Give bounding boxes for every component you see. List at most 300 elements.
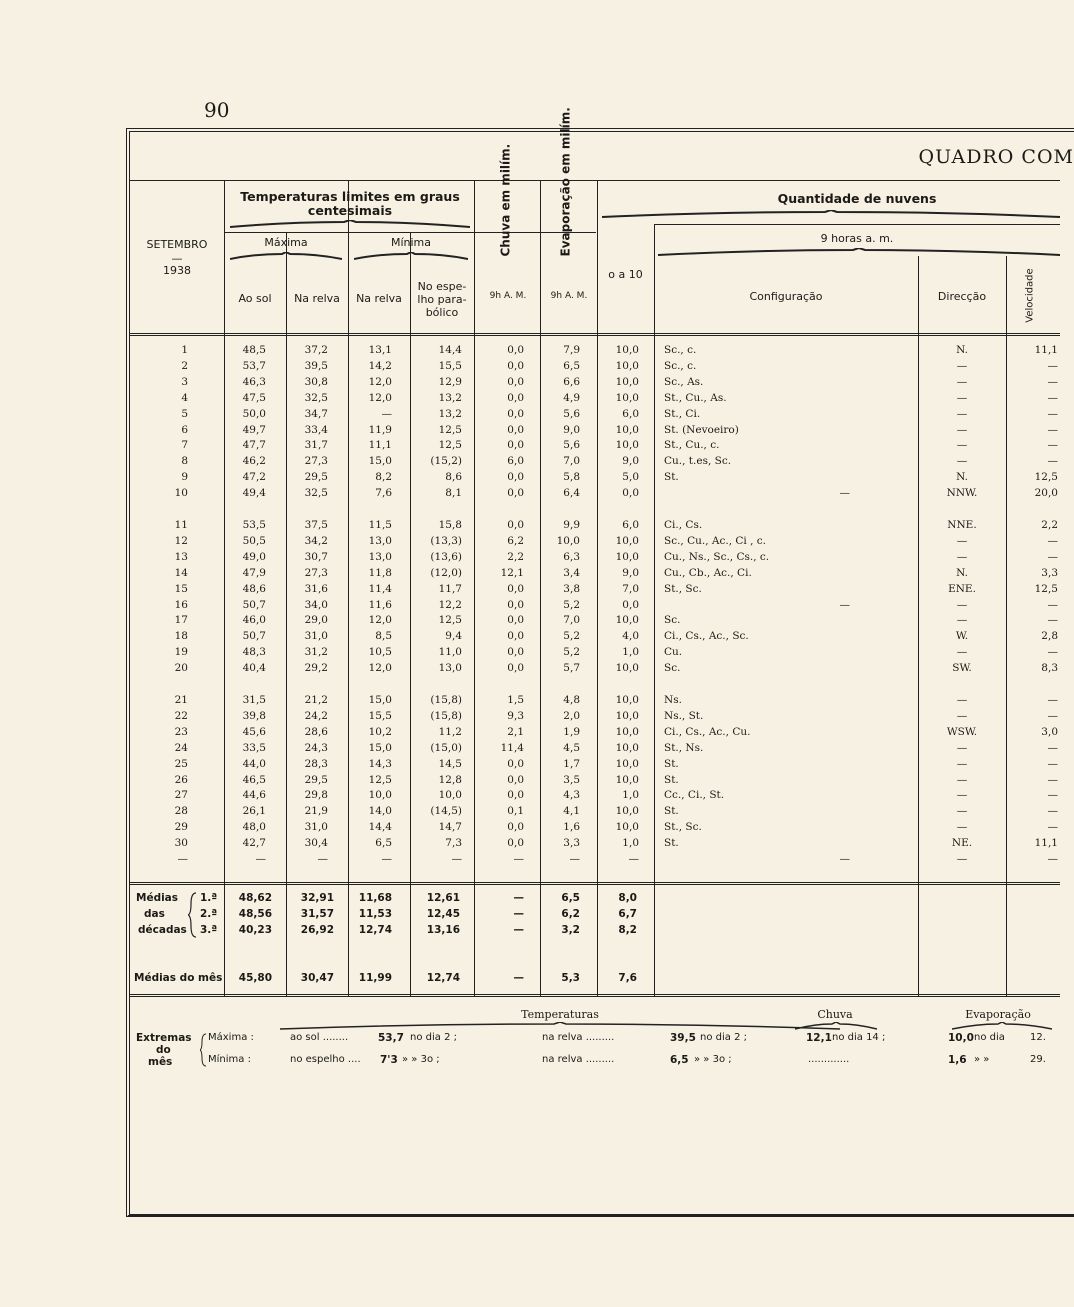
cell-ev: —	[569, 853, 580, 865]
cell-ev: 3,3	[563, 837, 580, 850]
cell-ev: 4,9	[563, 391, 580, 404]
cell-rm: 27,3	[304, 566, 328, 579]
decada-rm: 32,91	[300, 892, 334, 904]
cell-ch: 0,0	[507, 344, 524, 356]
cell-cf: Sc., c.	[664, 344, 697, 356]
medias-mes-ch: —	[513, 972, 524, 984]
cell-s: 53,7	[242, 359, 266, 372]
ext-max-sol-val: 53,7	[378, 1032, 404, 1044]
cell-rm: 24,3	[304, 741, 328, 754]
cell-n: 1,0	[622, 646, 639, 659]
cell-d: 13	[174, 550, 188, 563]
cell-s: 47,2	[242, 471, 266, 484]
cell-ch: 9,3	[507, 709, 524, 722]
cell-cf: St.	[664, 471, 679, 484]
cell-s: 48,3	[242, 646, 266, 659]
cell-rm: 31,6	[304, 582, 328, 595]
cell-v: 3,0	[1041, 725, 1058, 738]
cell-d: 5	[181, 407, 188, 420]
ext-label-1: Extremas	[136, 1032, 192, 1044]
cell-dr: —	[956, 757, 968, 770]
cell-dr: WSW.	[946, 725, 978, 738]
ext-max-relva-val: 39,5	[670, 1032, 696, 1044]
header-top-line	[130, 180, 1060, 181]
cell-v: —	[1047, 805, 1058, 818]
cell-cf: Sc.	[664, 662, 681, 675]
cell-n: 10,0	[615, 375, 639, 388]
cell-s: 39,8	[242, 709, 266, 722]
cell-ch: 0,0	[507, 471, 524, 484]
cell-v: —	[1047, 853, 1058, 865]
cell-v: —	[1047, 741, 1058, 754]
cell-rm: 29,5	[304, 471, 328, 484]
cell-dr: SW.	[952, 662, 972, 675]
cell-ev: 5,6	[563, 407, 580, 420]
cell-rn: 13,0	[368, 550, 392, 563]
cell-cf: Sc.	[664, 614, 681, 627]
cell-s: 26,1	[242, 805, 266, 818]
cell-rn: 10,2	[368, 725, 392, 738]
brace	[280, 1022, 840, 1028]
ao-sol-header: Ao sol	[238, 292, 272, 305]
ext-max-evap-val: 10,0	[948, 1032, 974, 1044]
cell-ev: 6,3	[563, 550, 580, 563]
cell-ch: 0,0	[507, 773, 524, 786]
cell-n: 6,0	[622, 519, 639, 531]
cell-d: 17	[174, 614, 188, 627]
cell-rm: 30,8	[304, 375, 328, 388]
cell-d: 16	[174, 598, 188, 611]
cell-ch: 11,4	[500, 741, 524, 754]
cell-n: 10,0	[615, 757, 639, 770]
cell-n: 10,0	[615, 709, 639, 722]
cell-ev: 3,8	[563, 582, 580, 595]
cell-e: 11,2	[438, 725, 462, 738]
extremas-top-line	[130, 994, 1060, 997]
chuva-header: Chuva em milím.	[498, 143, 513, 257]
quadro-title: QUADRO COM	[918, 146, 1074, 168]
cell-rm: 34,0	[304, 598, 328, 611]
medias-label-1: Médias	[136, 892, 179, 904]
ext-max-sol: ao sol ........	[290, 1032, 349, 1043]
cell-ev: 1,6	[563, 821, 580, 834]
cell-n: 1,0	[622, 789, 639, 802]
cell-e: 14,5	[438, 757, 462, 770]
cell-n: 10,0	[615, 550, 639, 563]
cell-cf: St., Ci.	[664, 407, 701, 420]
cell-dr: NE.	[951, 837, 973, 850]
cell-rm: 32,5	[304, 391, 328, 404]
brace	[795, 1022, 877, 1028]
cell-rm: 32,5	[304, 487, 328, 500]
cell-s: —	[255, 853, 266, 865]
cell-cf: St., Cu., c.	[664, 439, 720, 452]
cell-v: —	[1047, 694, 1058, 706]
cell-cf: Ns., St.	[664, 709, 704, 722]
cell-s: 53,5	[242, 519, 266, 531]
cell-cf: Ci., Cs., Ac., Sc.	[664, 630, 749, 643]
medias-mes-rm: 30,47	[300, 972, 334, 984]
cell-rm: 29,5	[304, 773, 328, 786]
cell-e: 14,7	[438, 821, 462, 834]
cell-cf: St., Sc.	[664, 821, 702, 834]
cell-n: 4,0	[622, 630, 639, 643]
cell-d: 24	[174, 741, 188, 754]
decada-ev: 6,2	[561, 908, 580, 920]
ext-chuva-label: Chuva	[817, 1008, 853, 1021]
cell-ch: 0,0	[507, 821, 524, 834]
cell-d: 1	[181, 344, 188, 356]
brace	[230, 252, 342, 258]
cell-ev: 5,7	[563, 662, 580, 675]
setembro-dash: —	[171, 252, 183, 265]
cell-d: 26	[174, 773, 188, 786]
cell-ch: 0,0	[507, 582, 524, 595]
cell-n: 10,0	[615, 694, 639, 706]
cell-rm: 31,0	[304, 821, 328, 834]
cell-rm: 24,2	[304, 709, 328, 722]
cell-v: —	[1047, 821, 1058, 834]
cell-rm: 21,9	[304, 805, 328, 818]
cell-e: (15,2)	[430, 455, 462, 468]
cell-d: 6	[181, 423, 188, 436]
cell-cf: Cu.	[664, 646, 683, 659]
brace	[952, 1022, 1052, 1028]
cell-dr: —	[956, 853, 968, 865]
cell-dr: NNE.	[947, 519, 977, 531]
cell-n: 10,0	[615, 359, 639, 372]
cell-d: 19	[174, 646, 188, 659]
maxima-header: Máxima	[264, 236, 308, 249]
cell-rn: 13,0	[368, 534, 392, 547]
brace	[658, 248, 1060, 254]
cell-dr: —	[956, 598, 968, 611]
decada-s: 48,62	[238, 892, 272, 904]
cell-dr: —	[956, 694, 968, 706]
cell-rn: 12,0	[368, 391, 392, 404]
ext-brace	[200, 1033, 208, 1067]
o-a-10-header: o a 10	[608, 268, 643, 281]
cell-dr: —	[956, 423, 968, 436]
cell-e: (12,0)	[430, 566, 462, 579]
cell-s: 49,0	[242, 550, 266, 563]
cell-n: 10,0	[615, 534, 639, 547]
cell-d: 23	[174, 725, 188, 738]
cell-v: —	[1047, 646, 1058, 659]
cell-ev: 2,0	[563, 709, 580, 722]
cell-ch: 6,0	[507, 455, 524, 468]
cell-d: 7	[181, 439, 188, 452]
cell-rm: 34,7	[304, 407, 328, 420]
brace	[602, 210, 1060, 216]
cell-s: 47,9	[242, 566, 266, 579]
decada-k: 3.ª	[200, 924, 218, 936]
nove-horas-header: 9 horas a. m.	[820, 232, 894, 245]
year-label: 1938	[163, 264, 191, 277]
ext-min-chuva: .............	[808, 1054, 850, 1065]
ext-min-esp: no espelho ....	[290, 1054, 361, 1065]
medias-mes-label: Médias do mês	[134, 972, 223, 984]
cell-v: —	[1047, 407, 1058, 420]
cell-s: 44,0	[242, 757, 266, 770]
cell-s: 50,0	[242, 407, 266, 420]
nine-am-evap: 9h A. M.	[550, 291, 588, 301]
ext-min-relva-val: 6,5	[670, 1054, 689, 1066]
cell-e: 13,0	[438, 662, 462, 675]
decada-ch: —	[513, 892, 524, 904]
decada-rm: 31,57	[300, 908, 334, 920]
cell-rm: 21,2	[304, 694, 328, 706]
cell-n: 9,0	[622, 455, 639, 468]
ext-min-esp-val: 7'3	[380, 1054, 398, 1066]
cell-d: 8	[181, 455, 188, 468]
cell-s: 48,5	[242, 344, 266, 356]
cell-e: (15,8)	[430, 694, 462, 706]
quantidade-header: Quantidade de nuvens	[777, 191, 937, 206]
cell-n: 10,0	[615, 391, 639, 404]
cell-rn: 6,5	[375, 837, 392, 850]
cell-cf: St.	[664, 805, 679, 818]
cell-cf: Sc., Cu., Ac., Ci , c.	[664, 534, 766, 547]
cell-ev: 7,0	[563, 455, 580, 468]
cell-dr: —	[956, 789, 968, 802]
cell-v: —	[1047, 789, 1058, 802]
cell-d: 28	[174, 805, 188, 818]
cell-rm: 30,7	[304, 550, 328, 563]
ext-label-2: do	[156, 1044, 171, 1056]
na-relva-max-header: Na relva	[294, 292, 340, 305]
cell-dr: —	[956, 359, 968, 372]
cell-rn: 12,0	[368, 614, 392, 627]
cell-e: 7,3	[445, 837, 462, 850]
cell-n: —	[628, 853, 639, 865]
cell-v: —	[1047, 455, 1058, 468]
cell-ev: 4,1	[563, 805, 580, 818]
decada-ch: —	[513, 908, 524, 920]
nine-am-chuva: 9h A. M.	[489, 291, 527, 301]
cell-ch: 1,5	[507, 694, 524, 706]
cell-dr: N.	[956, 471, 968, 484]
no-espelho-header: No espe-lho para-bólico	[417, 280, 467, 319]
ext-max-relva-dia: no dia 2 ;	[700, 1032, 747, 1043]
cell-ev: 5,8	[563, 471, 580, 484]
cell-dr: —	[956, 407, 968, 420]
page-number: 90	[204, 98, 230, 122]
medias-mes-s: 45,80	[238, 972, 272, 984]
cell-v: —	[1047, 534, 1058, 547]
cell-e: 12,2	[438, 598, 462, 611]
setembro-label: SETEMBRO	[146, 238, 208, 251]
cell-ev: 5,6	[563, 439, 580, 452]
ext-max-relva: na relva .........	[542, 1032, 615, 1043]
cell-rm: 37,2	[304, 344, 328, 356]
cell-dr: —	[956, 709, 968, 722]
cell-v: 3,3	[1041, 566, 1058, 579]
cell-d: 11	[174, 519, 188, 531]
cell-s: 44,6	[242, 789, 266, 802]
cell-cf: St.	[664, 837, 679, 850]
cell-v: —	[1047, 359, 1058, 372]
minima-header: Mínima	[390, 236, 432, 249]
cell-ev: 10,0	[556, 534, 580, 547]
cell-rn: 14,4	[368, 821, 392, 834]
cell-ev: 4,5	[563, 741, 580, 754]
cell-s: 40,4	[242, 662, 266, 675]
cell-e: 12,9	[438, 375, 462, 388]
cell-s: 50,5	[242, 534, 266, 547]
cell-e: 8,6	[445, 471, 462, 484]
cell-d: 2	[181, 359, 188, 372]
medias-label-3: décadas	[138, 924, 187, 936]
decada-n: 6,7	[618, 908, 637, 920]
cell-n: 10,0	[615, 725, 639, 738]
cell-dr: —	[956, 534, 968, 547]
cell-v: 12,5	[1034, 471, 1058, 484]
cell-d: 27	[174, 789, 188, 802]
cell-rm: 37,5	[304, 519, 328, 531]
cell-ch: 0,0	[507, 630, 524, 643]
cell-rn: 8,5	[375, 630, 392, 643]
cell-cf: Cu., Cb., Ac., Ci.	[664, 566, 752, 579]
cell-rm: 39,5	[304, 359, 328, 372]
cell-rn: 15,0	[368, 741, 392, 754]
cell-s: 47,7	[242, 439, 266, 452]
ext-label-3: mês	[148, 1056, 173, 1068]
cell-ch: 6,2	[507, 534, 524, 547]
cell-n: 10,0	[615, 805, 639, 818]
cell-dr: —	[956, 550, 968, 563]
medias-label-2: das	[144, 908, 165, 920]
medias-mes-e: 12,74	[426, 972, 460, 984]
cell-n: 10,0	[615, 439, 639, 452]
cell-ev: 7,0	[563, 614, 580, 627]
cell-s: 49,4	[242, 487, 266, 500]
cell-rn: —	[381, 407, 392, 420]
cell-s: 48,6	[242, 582, 266, 595]
cell-ev: 3,5	[563, 773, 580, 786]
temp-limites-header: Temperaturas limites em graus centesimais	[240, 189, 460, 218]
ext-evaporacao-label: Evaporação	[965, 1008, 1031, 1021]
decada-k: 1.ª	[200, 892, 218, 904]
cell-v: 8,3	[1041, 662, 1058, 675]
cell-ev: 5,2	[563, 598, 580, 611]
configuracao-header: Configuração	[749, 290, 823, 303]
cell-dr: —	[956, 646, 968, 659]
cell-e: 12,5	[438, 439, 462, 452]
cell-rn: 11,8	[368, 566, 392, 579]
ext-max-chuva-dia: no dia 14 ;	[832, 1032, 886, 1043]
cell-rm: 29,8	[304, 789, 328, 802]
cell-d: 21	[174, 694, 188, 706]
cell-rm: 28,3	[304, 757, 328, 770]
cell-dr: W.	[955, 630, 969, 643]
cell-rn: 15,5	[368, 709, 392, 722]
cell-d: 3	[181, 375, 188, 388]
cell-v: 11,1	[1034, 837, 1058, 850]
cell-ch: 0,0	[507, 662, 524, 675]
ext-max-sol-dia: no dia 2 ;	[410, 1032, 457, 1043]
ext-min-evap-dia: » »	[974, 1054, 990, 1065]
cell-e: 8,1	[445, 487, 462, 500]
cell-rn: 12,0	[368, 375, 392, 388]
cell-n: 10,0	[615, 821, 639, 834]
cell-dr: N.	[956, 566, 968, 579]
cell-rm: 31,0	[304, 630, 328, 643]
cell-rn: 11,6	[368, 598, 392, 611]
cell-n: 7,0	[622, 582, 639, 595]
cell-e: (13,3)	[430, 534, 462, 547]
cell-ev: 5,2	[563, 630, 580, 643]
cell-dr: NNW.	[946, 487, 978, 500]
cell-ch: 0,1	[507, 805, 524, 818]
cell-v: —	[1047, 550, 1058, 563]
cell-ev: 6,4	[563, 487, 580, 500]
cell-rn: 11,9	[368, 423, 392, 436]
cell-dr: —	[956, 614, 968, 627]
cell-rn: 11,1	[368, 439, 392, 452]
direccao-header: Direcção	[937, 290, 987, 303]
cell-dr: —	[956, 821, 968, 834]
cell-ch: 0,0	[507, 789, 524, 802]
decada-ev: 3,2	[561, 924, 580, 936]
cell-rn: 10,5	[368, 646, 392, 659]
cell-ev: 7,9	[563, 344, 580, 356]
decada-n: 8,2	[618, 924, 637, 936]
cell-d: 20	[174, 662, 188, 675]
medias-top-line	[130, 882, 1060, 885]
cell-n: 9,0	[622, 566, 639, 579]
cell-ev: 9,0	[563, 423, 580, 436]
ext-min-relva-dia: » » 3o ;	[694, 1054, 732, 1065]
cell-n: 10,0	[615, 662, 639, 675]
decada-rn: 12,74	[358, 924, 392, 936]
decada-s: 48,56	[238, 908, 272, 920]
cell-rn: 8,2	[375, 471, 392, 484]
cell-e: (13,6)	[430, 550, 462, 563]
cell-ch: 2,2	[507, 550, 524, 563]
ext-min-evap-d: 29.	[1030, 1054, 1046, 1065]
cell-cf: Cu., Ns., Sc., Cs., c.	[664, 550, 770, 563]
cell-cf: Sc., c.	[664, 359, 697, 372]
decada-e: 12,61	[426, 892, 460, 904]
decada-e: 12,45	[426, 908, 460, 920]
cell-rn: 12,5	[368, 773, 392, 786]
cell-ch: 0,0	[507, 391, 524, 404]
cell-n: 1,0	[622, 837, 639, 850]
cell-e: 15,8	[438, 519, 462, 531]
evaporacao-header: Evaporação em milím.	[558, 107, 573, 257]
cell-cf: St., Ns.	[664, 741, 704, 754]
cell-ev: 1,7	[563, 757, 580, 770]
cell-d: 25	[174, 757, 188, 770]
cell-n: 10,0	[615, 423, 639, 436]
cell-s: 46,5	[242, 773, 266, 786]
cell-s: 50,7	[242, 598, 266, 611]
cell-d: 4	[181, 391, 188, 404]
cell-ch: 0,0	[507, 423, 524, 436]
cell-n: 10,0	[615, 741, 639, 754]
cell-s: 45,6	[242, 725, 266, 738]
cell-dr: —	[956, 391, 968, 404]
cell-e: 11,0	[438, 646, 462, 659]
decada-rm: 26,92	[300, 924, 334, 936]
cell-s: 48,0	[242, 821, 266, 834]
cell-d: 15	[174, 582, 188, 595]
cell-e: 12,8	[438, 773, 462, 786]
cell-rn: 15,0	[368, 455, 392, 468]
cell-e: 9,4	[445, 630, 462, 643]
cell-cf: St., Cu., As.	[664, 391, 727, 404]
